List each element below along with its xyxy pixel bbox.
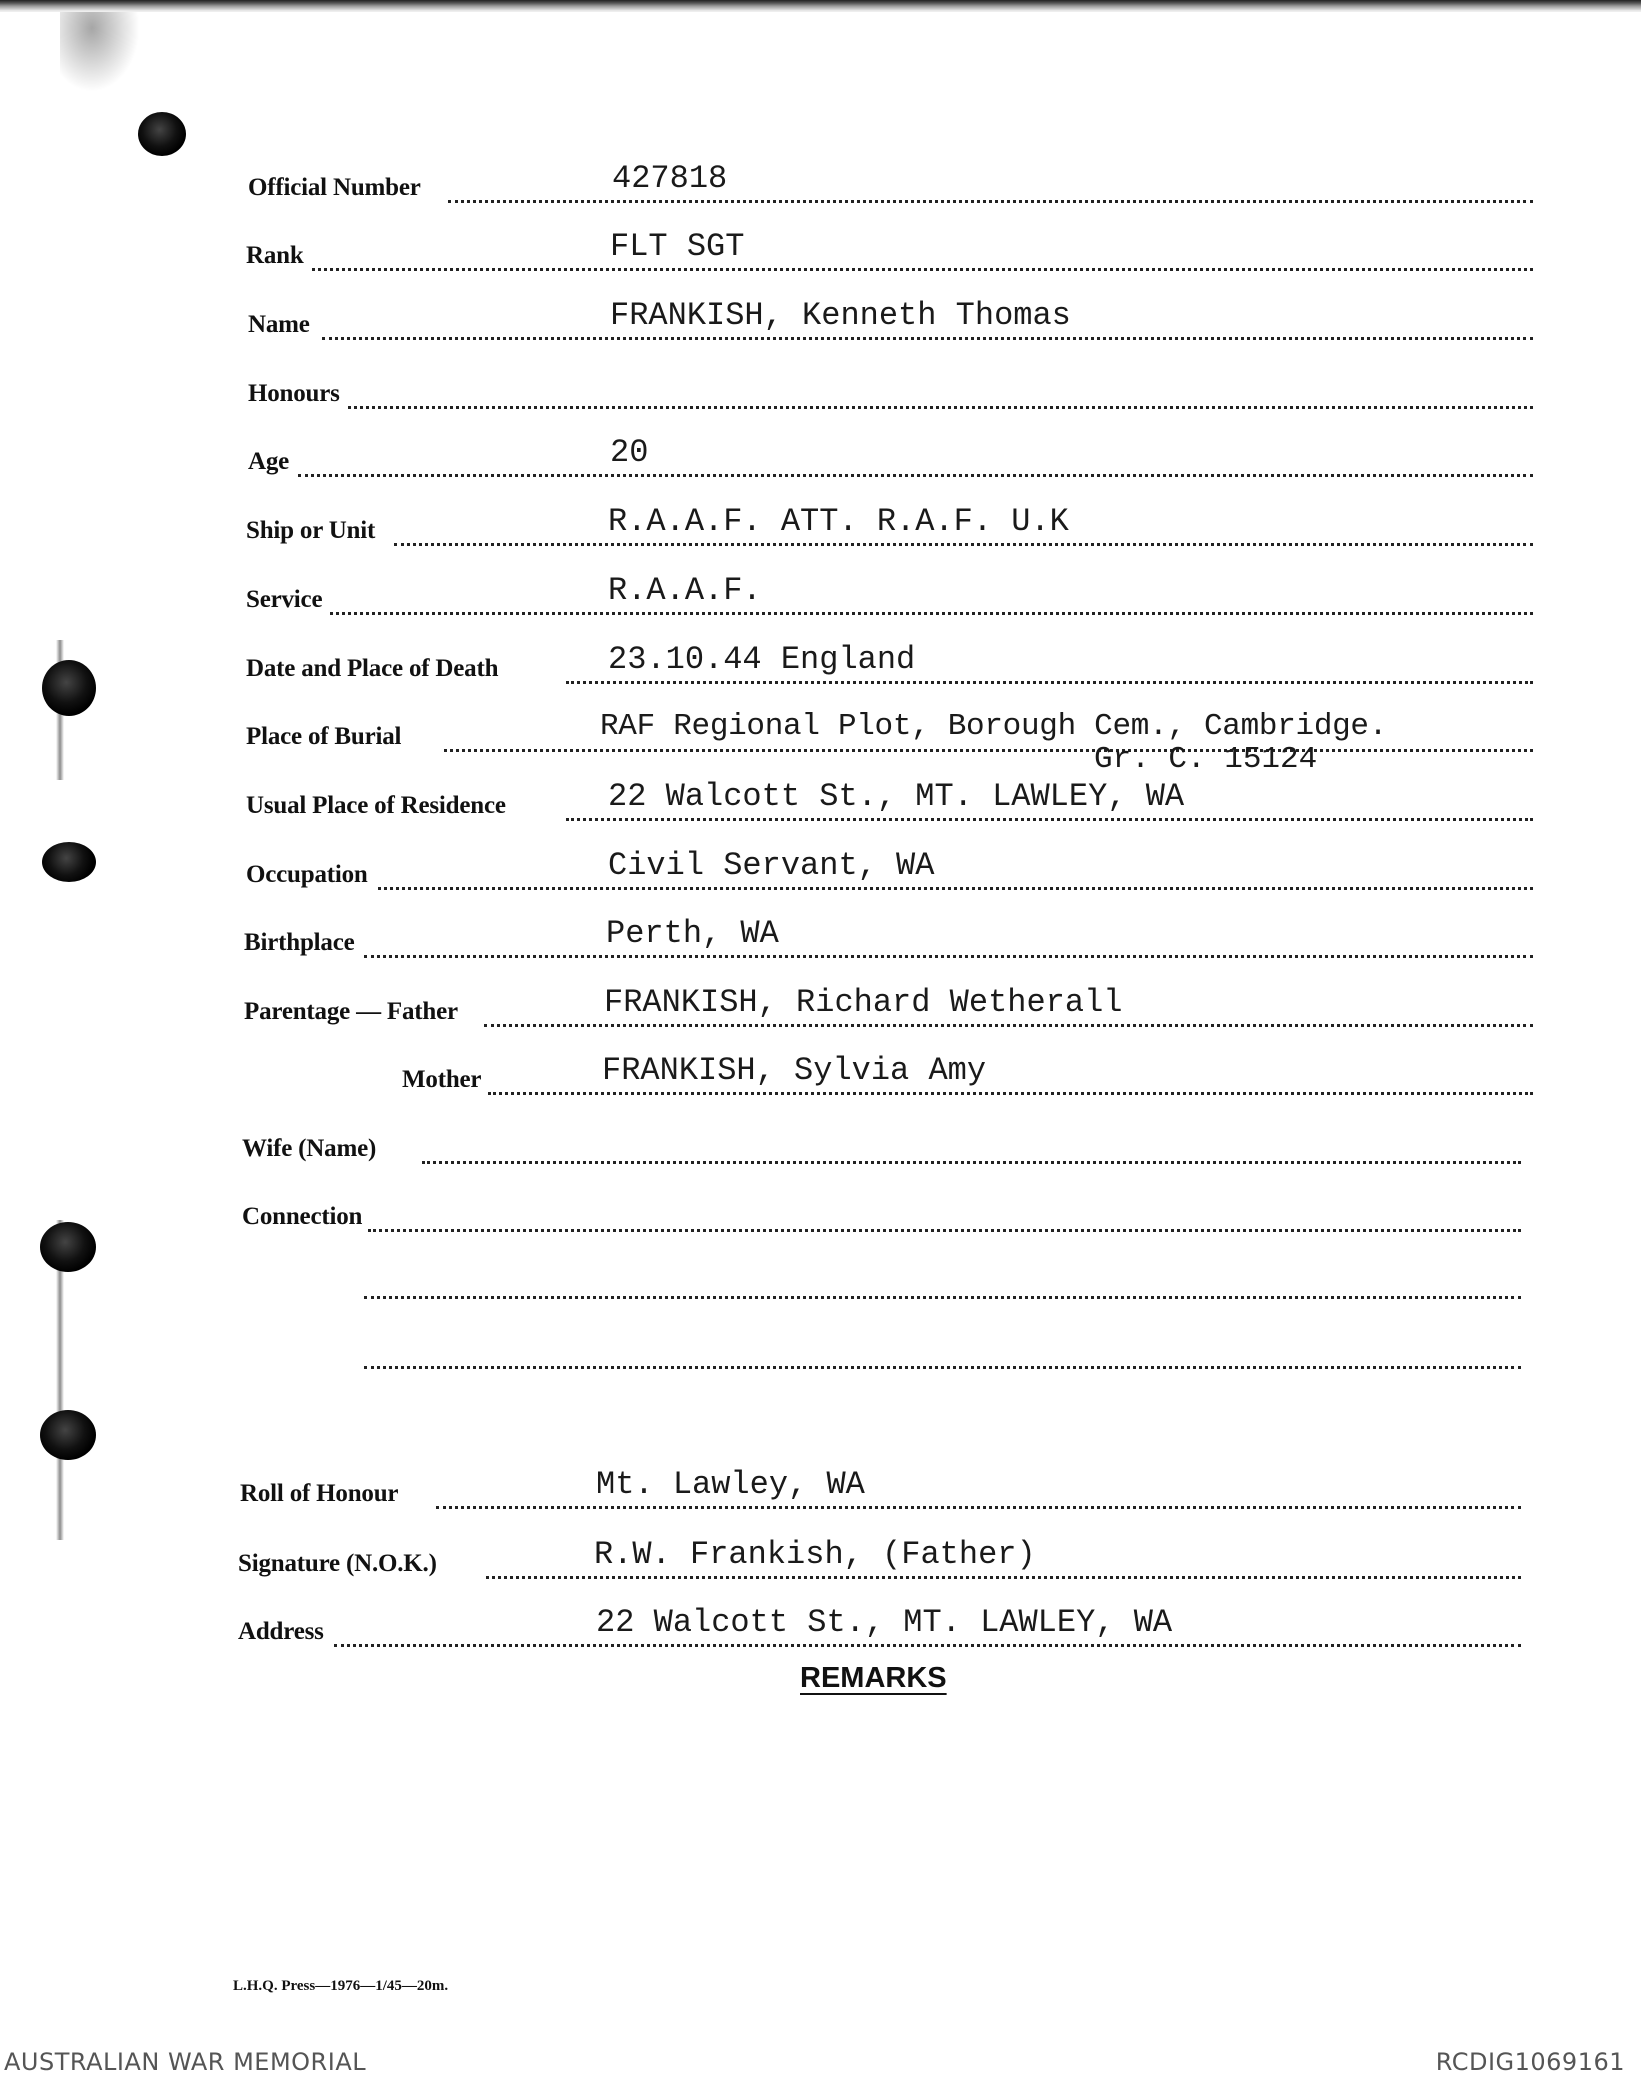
connection-row [0, 1189, 1641, 1239]
address-value: 22 Walcott St., MT. LAWLEY, WA [596, 1604, 1173, 1641]
address-row [0, 1604, 1641, 1654]
name-label: Name [248, 311, 310, 338]
connection-extra-line [364, 1366, 1521, 1369]
birthplace-label: Birthplace [244, 929, 355, 956]
ship-or-unit-row [0, 503, 1641, 553]
age-row [0, 434, 1641, 484]
scan-smudge [60, 12, 140, 92]
printer-mark: L.H.Q. Press—1976—1/45—20m. [233, 1978, 449, 1994]
death-label: Date and Place of Death [246, 655, 499, 682]
name-row [0, 297, 1641, 347]
dotted-line [312, 268, 1533, 271]
dotted-line [444, 749, 1533, 752]
official-number-value: 427818 [612, 160, 728, 197]
official-number-label: Official Number [248, 174, 421, 201]
age-label: Age [248, 448, 290, 475]
archive-credit: AUSTRALIAN WAR MEMORIAL [4, 2048, 367, 2076]
burial-grave-ref: Gr. C. 15124 [1094, 742, 1318, 777]
father-row [0, 984, 1641, 1034]
punch-hole [40, 1410, 96, 1460]
burial-label: Place of Burial [246, 723, 402, 750]
residence-value: 22 Walcott St., MT. LAWLEY, WA [608, 778, 1185, 815]
dotted-line [348, 406, 1533, 409]
occupation-label: Occupation [246, 861, 368, 888]
honours-row [0, 366, 1641, 416]
dotted-line [322, 337, 1533, 340]
signature-value: R.W. Frankish, (Father) [594, 1536, 1036, 1573]
occupation-row [0, 847, 1641, 897]
burial-row [0, 709, 1641, 759]
signature-label: Signature (N.O.K.) [238, 1550, 437, 1577]
mother-value: FRANKISH, Sylvia Amy [602, 1052, 987, 1089]
father-label: Parentage — Father [244, 998, 458, 1025]
burial-value: RAF Regional Plot, Borough Cem., Cambridge. [600, 709, 1388, 744]
connection-label: Connection [242, 1203, 363, 1230]
birthplace-row [0, 915, 1641, 965]
dotted-line [334, 1644, 1521, 1647]
wife-row [0, 1121, 1641, 1171]
mother-row [0, 1052, 1641, 1102]
punch-hole-top [138, 112, 186, 156]
dotted-line [488, 1092, 1533, 1095]
dotted-line [566, 818, 1533, 821]
father-value: FRANKISH, Richard Wetherall [604, 984, 1123, 1021]
dotted-line [484, 1024, 1533, 1027]
archive-id: RCDIG1069161 [1435, 2048, 1625, 2076]
death-value: 23.10.44 England [608, 641, 916, 678]
mother-label: Mother [402, 1066, 482, 1093]
service-row [0, 572, 1641, 622]
service-value: R.A.A.F. [608, 572, 762, 609]
dotted-line [378, 887, 1533, 890]
residence-label: Usual Place of Residence [246, 792, 506, 819]
rank-row [0, 228, 1641, 278]
remarks-heading: REMARKS [800, 1662, 947, 1694]
name-value: FRANKISH, Kenneth Thomas [610, 297, 1071, 334]
age-value: 20 [610, 434, 649, 471]
roll-of-honour-value: Mt. Lawley, WA [596, 1466, 865, 1503]
wife-label: Wife (Name) [242, 1135, 377, 1162]
address-label: Address [238, 1618, 324, 1645]
ship-or-unit-value: R.A.A.F. ATT. R.A.F. U.K [608, 503, 1069, 540]
rank-label: Rank [246, 242, 304, 269]
death-row [0, 641, 1641, 691]
rank-value: FLT SGT [610, 228, 745, 265]
honours-label: Honours [248, 380, 340, 407]
dotted-line [364, 955, 1533, 958]
dotted-line [368, 1229, 1521, 1232]
residence-row [0, 778, 1641, 828]
dotted-line [566, 681, 1533, 684]
ship-or-unit-label: Ship or Unit [246, 517, 376, 544]
connection-extra-line [364, 1296, 1521, 1299]
dotted-line [436, 1506, 1521, 1509]
roll-of-honour-label: Roll of Honour [240, 1480, 399, 1507]
dotted-line [486, 1576, 1521, 1579]
dotted-line [394, 543, 1533, 546]
signature-row [0, 1536, 1641, 1586]
dotted-line [298, 474, 1533, 477]
paper-top-edge [0, 0, 1641, 12]
roll-of-honour-row [0, 1466, 1641, 1516]
dotted-line [448, 200, 1533, 203]
official-number-row [0, 160, 1641, 210]
service-label: Service [246, 586, 323, 613]
birthplace-value: Perth, WA [606, 915, 779, 952]
dotted-line [330, 612, 1533, 615]
dotted-line [422, 1161, 1521, 1164]
occupation-value: Civil Servant, WA [608, 847, 935, 884]
